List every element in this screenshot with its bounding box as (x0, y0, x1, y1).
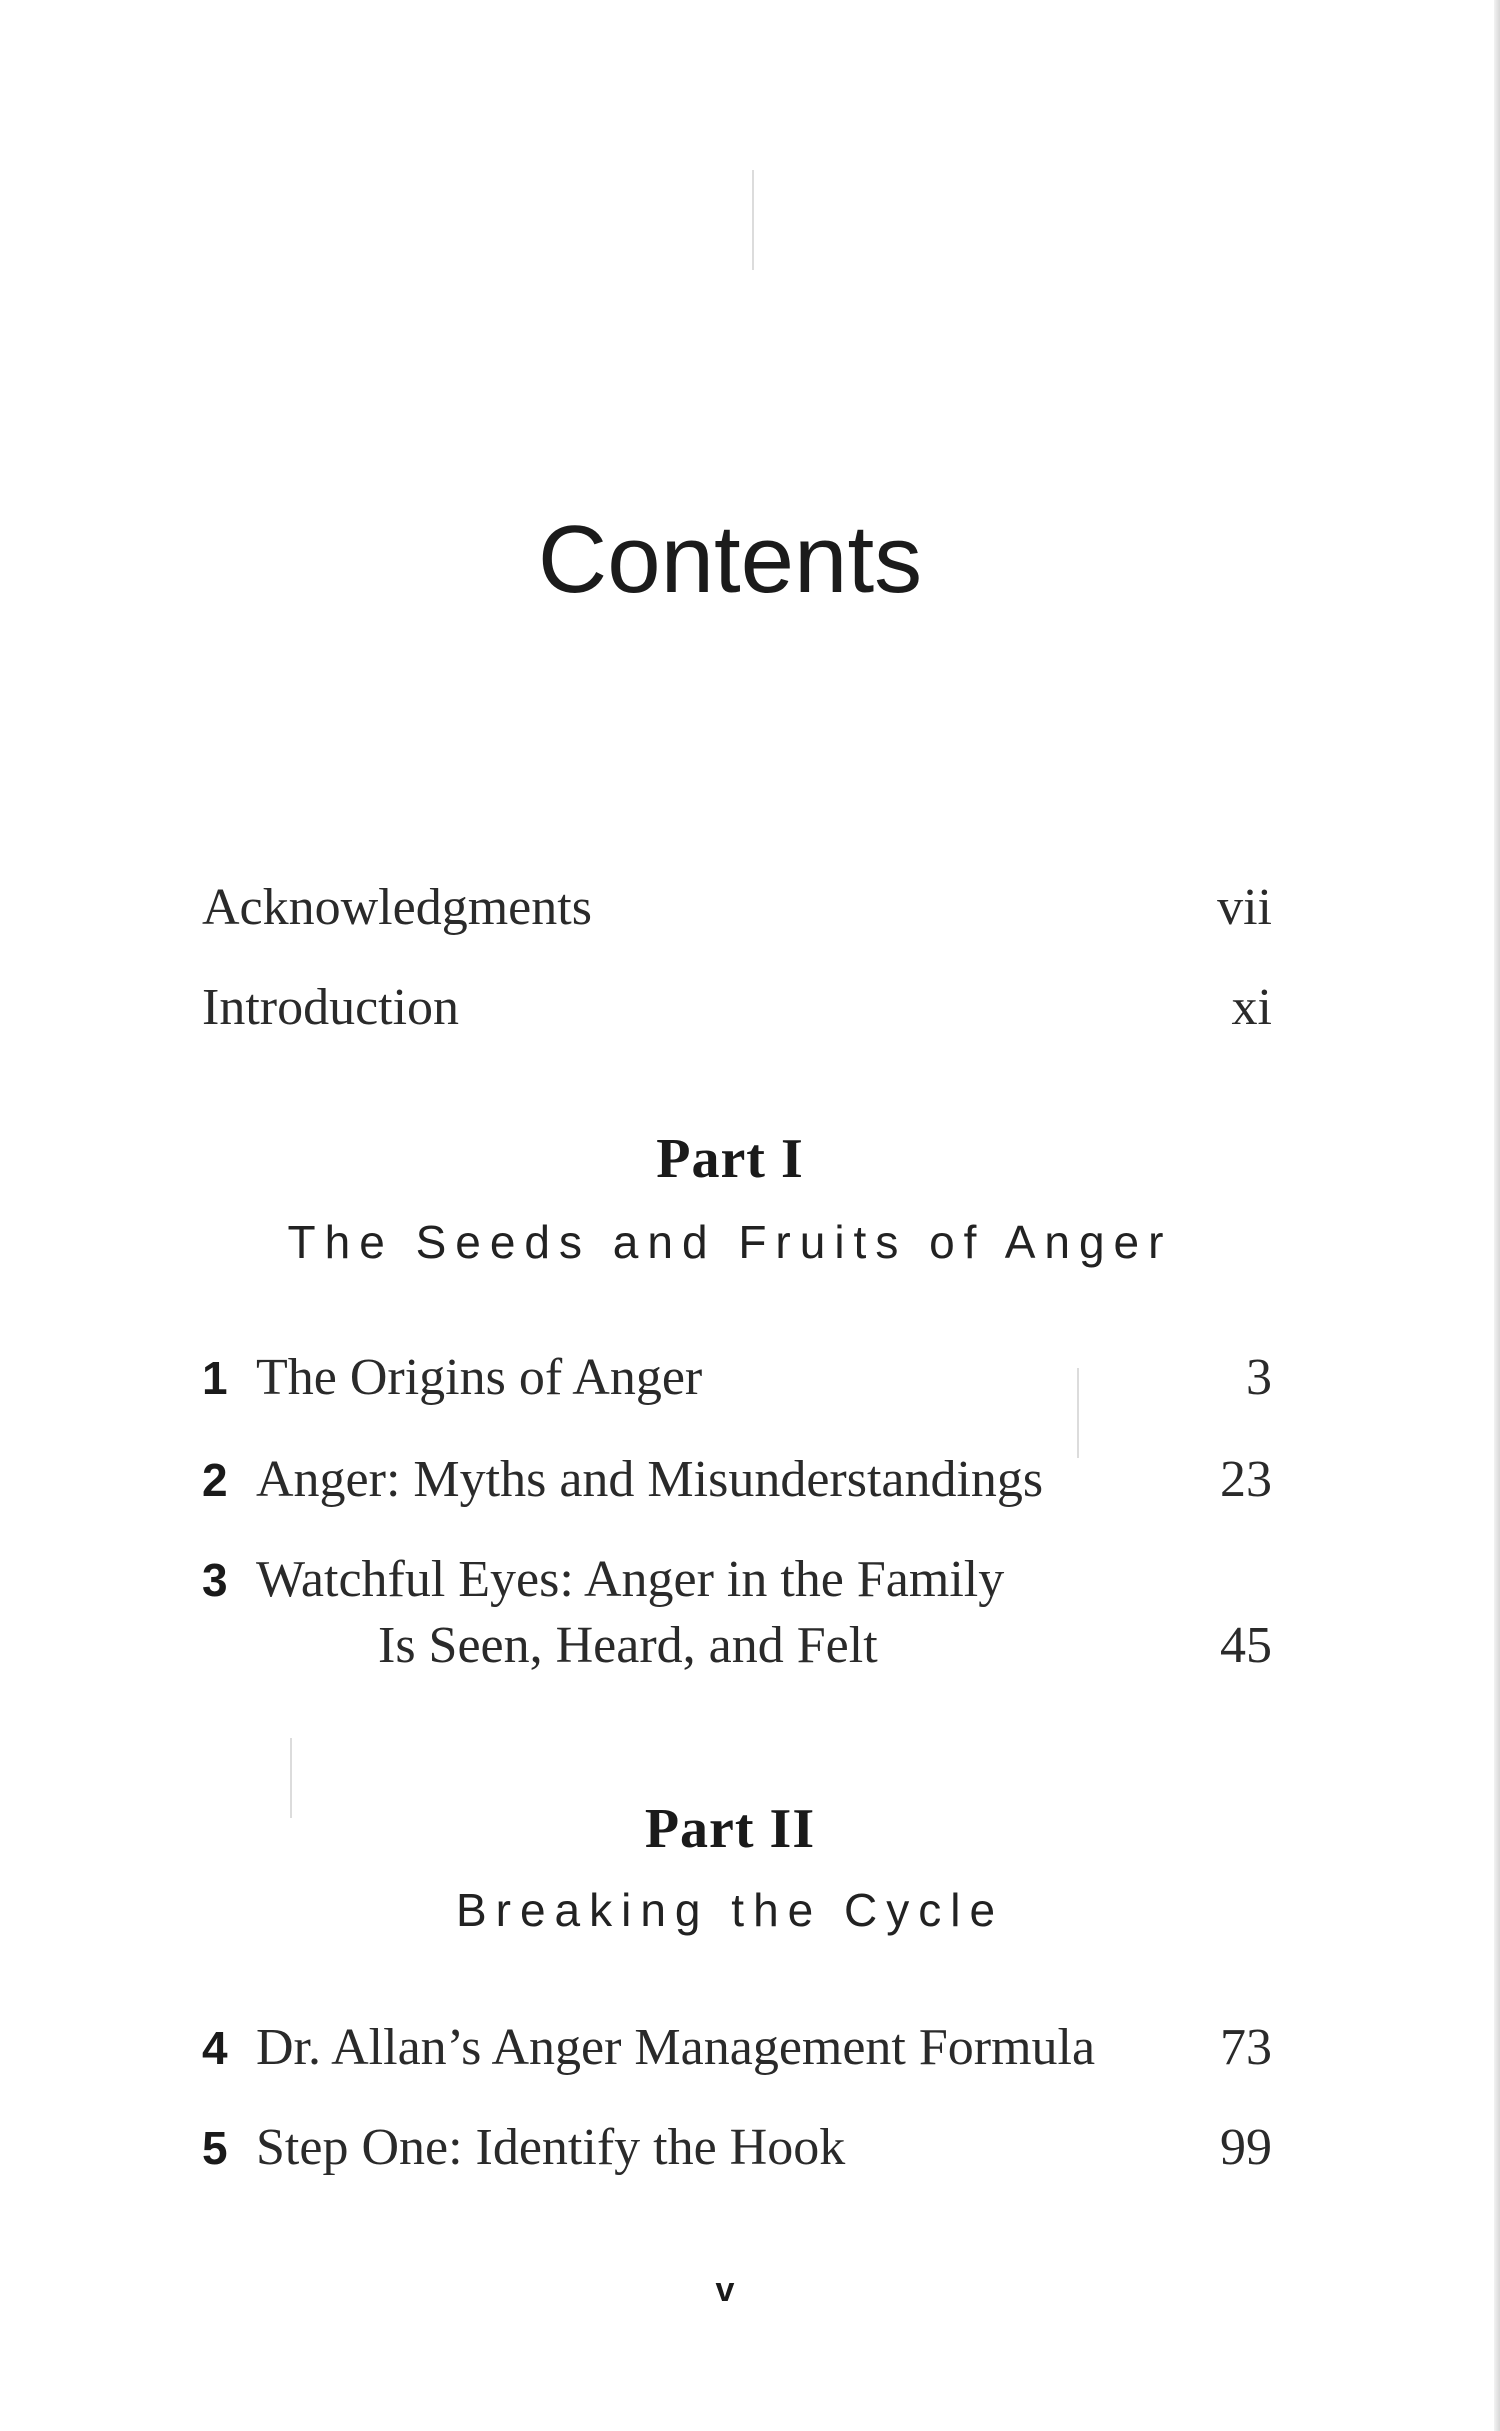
chapter-title: Anger: Myths and Misunderstandings (256, 1451, 1044, 1508)
chapter-title: Watchful Eyes: Anger in the Family (256, 1551, 1005, 1608)
part-heading: Part I (656, 1128, 804, 1190)
chapter-number: 4 (202, 2022, 228, 2074)
toc-entry-label: Introduction (202, 979, 460, 1036)
toc-page-number: vii (1217, 879, 1272, 936)
part-subtitle: Breaking the Cycle (455, 1884, 1005, 1936)
toc-chapter-3[interactable] (202, 1548, 1272, 1680)
chapter-title-line2: Is Seen, Heard, and Felt (378, 1617, 878, 1674)
page-title: Contents (537, 506, 923, 613)
chapter-number: 1 (202, 1352, 228, 1404)
chapter-number: 3 (202, 1554, 228, 1606)
part-heading: Part II (644, 1798, 816, 1860)
chapter-title: The Origins of Anger (256, 1349, 703, 1406)
part-subtitle: The Seeds and Fruits of Anger (287, 1216, 1173, 1268)
toc-page-number: 99 (1220, 2119, 1272, 2176)
scan-mark (1077, 1368, 1079, 1458)
chapter-number: 2 (202, 1454, 228, 1506)
toc-page-number: 45 (1220, 1617, 1272, 1674)
chapter-title: Step One: Identify the Hook (256, 2119, 846, 2176)
toc-page-number: 73 (1220, 2019, 1272, 2076)
toc-page-number: 3 (1246, 1349, 1272, 1406)
page-folio: v (715, 2271, 735, 2309)
toc-page-number: 23 (1220, 1451, 1272, 1508)
chapter-number: 5 (202, 2122, 228, 2174)
toc-page-number: xi (1231, 979, 1272, 1036)
page-edge (1494, 0, 1500, 2431)
toc-entry-label: Acknowledgments (202, 879, 592, 936)
chapter-title: Dr. Allan’s Anger Management Formula (256, 2019, 1096, 2076)
scan-mark (752, 170, 754, 270)
